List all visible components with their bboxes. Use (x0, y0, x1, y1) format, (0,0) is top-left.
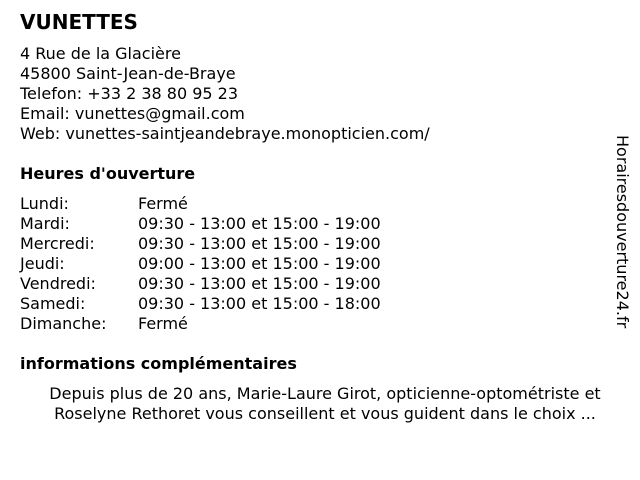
hours-row-tuesday (20, 214, 381, 234)
hours-row-wednesday (20, 234, 381, 254)
hours-day: Dimanche: (20, 314, 107, 333)
hours-day: Samedi: (20, 294, 86, 313)
hours-time: Fermé (138, 194, 188, 213)
hours-time: Fermé (138, 314, 188, 333)
info-heading: informations complémentaires (20, 354, 297, 373)
hours-day: Lundi: (20, 194, 69, 213)
email-text[interactable]: Email: vunettes@gmail.com (20, 104, 245, 123)
info-line-2: Roselyne Rethoret vous conseillent et vous guident dans le choix ... (54, 404, 596, 423)
web-text[interactable]: Web: vunettes-saintjeandebraye.monopticien.com/ (20, 124, 430, 143)
hours-day: Mardi: (20, 214, 70, 233)
hours-time: 09:30 - 13:00 et 15:00 - 19:00 (138, 214, 381, 233)
hours-heading: Heures d'ouverture (20, 164, 196, 183)
business-name: VUNETTES (20, 10, 138, 34)
address-city: 45800 Saint-Jean-de-Braye (20, 64, 236, 83)
hours-day: Mercredi: (20, 234, 95, 253)
hours-row-saturday (20, 294, 381, 314)
info-line-1: Depuis plus de 20 ans, Marie-Laure Girot, opticienne-optométriste et (49, 384, 601, 403)
hours-time: 09:30 - 13:00 et 15:00 - 19:00 (138, 234, 381, 253)
address-street: 4 Rue de la Glacière (20, 44, 181, 63)
hours-row-monday (20, 194, 381, 214)
hours-time: 09:30 - 13:00 et 15:00 - 19:00 (138, 274, 381, 293)
business-details (20, 44, 430, 144)
hours-day: Jeudi: (20, 254, 65, 273)
hours-table (20, 194, 381, 334)
hours-row-thursday (20, 254, 381, 274)
info-description (20, 384, 630, 424)
hours-row-friday (20, 274, 381, 294)
phone-text[interactable]: Telefon: +33 2 38 80 95 23 (20, 84, 239, 103)
site-watermark: Horairesdouverture24.fr (613, 135, 632, 329)
hours-time: 09:00 - 13:00 et 15:00 - 19:00 (138, 254, 381, 273)
hours-row-sunday (20, 314, 381, 334)
hours-time: 09:30 - 13:00 et 15:00 - 18:00 (138, 294, 381, 313)
hours-day: Vendredi: (20, 274, 96, 293)
